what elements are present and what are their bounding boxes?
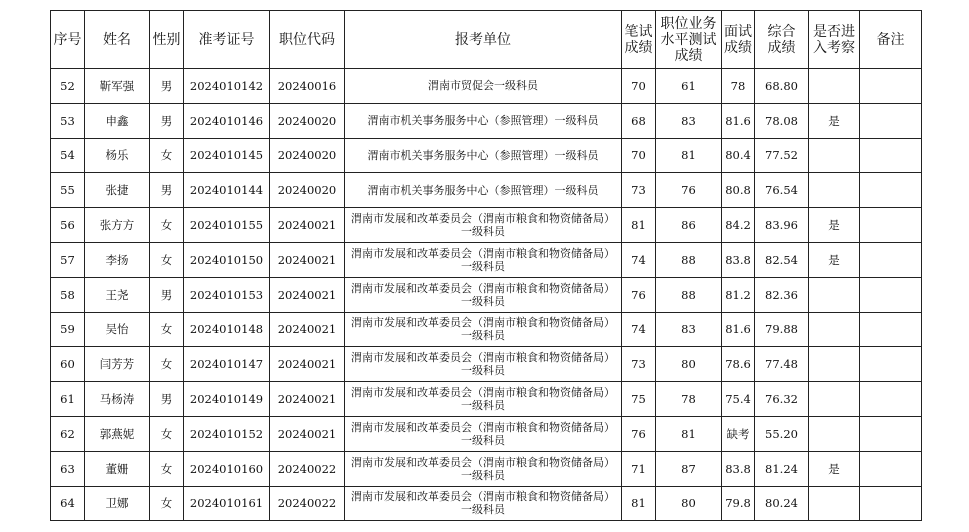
col-skill-test-header-label: 职位业务 水平测试 成绩: [660, 15, 717, 64]
col-seq-cell: 59: [51, 312, 85, 347]
col-interview-cell: 80.4: [722, 138, 755, 173]
table-row: [51, 173, 922, 208]
header-row: [51, 11, 922, 69]
col-position-code-cell: 20240021: [270, 382, 345, 417]
col-name-cell: 张捷: [85, 173, 150, 208]
col-gender-cell: 女: [150, 486, 184, 521]
col-skill-test-cell: 87: [656, 451, 722, 486]
col-inspect-cell: [809, 486, 860, 521]
col-remark-cell: [860, 277, 922, 312]
col-unit-cell: 渭南市发展和改革委员会（渭南市粮食和物资储备局） 一级科员: [345, 416, 622, 451]
col-ticket-cell: 2024010145: [184, 138, 270, 173]
col-inspect-header: [809, 11, 860, 69]
col-written-cell: 70: [622, 69, 656, 104]
col-ticket-cell: 2024010142: [184, 69, 270, 104]
col-inspect-cell: 是: [809, 208, 860, 243]
col-remark-cell: [860, 382, 922, 417]
col-name-cell: 董姗: [85, 451, 150, 486]
col-ticket-cell: 2024010144: [184, 173, 270, 208]
col-remark-cell: [860, 242, 922, 277]
col-unit-cell: 渭南市发展和改革委员会（渭南市粮食和物资储备局） 一级科员: [345, 451, 622, 486]
col-remark-cell: [860, 312, 922, 347]
col-position-code-cell: 20240021: [270, 347, 345, 382]
col-interview-cell: 84.2: [722, 208, 755, 243]
col-inspect-cell: 是: [809, 451, 860, 486]
col-seq-cell: 61: [51, 382, 85, 417]
col-gender-cell: 女: [150, 312, 184, 347]
col-total-header-label: 综合 成绩: [767, 23, 796, 56]
col-unit-cell: 渭南市贸促会一级科员: [345, 69, 622, 104]
col-total-cell: 77.48: [755, 347, 809, 382]
col-interview-header: [722, 11, 755, 69]
col-interview-header-label: 面试 成绩: [724, 23, 752, 56]
col-ticket-cell: 2024010150: [184, 242, 270, 277]
table-row: [51, 451, 922, 486]
col-inspect-cell: [809, 416, 860, 451]
col-position-code-cell: 20240021: [270, 312, 345, 347]
col-seq-cell: 54: [51, 138, 85, 173]
col-position-code-cell: 20240020: [270, 173, 345, 208]
col-inspect-cell: [809, 173, 860, 208]
col-position-code-cell: 20240022: [270, 486, 345, 521]
col-written-cell: 73: [622, 173, 656, 208]
col-interview-cell: 81.6: [722, 312, 755, 347]
col-interview-cell: 83.8: [722, 451, 755, 486]
col-skill-test-header: [656, 11, 722, 69]
col-ticket-cell: 2024010152: [184, 416, 270, 451]
table-row: [51, 208, 922, 243]
col-total-cell: 68.80: [755, 69, 809, 104]
col-skill-test-cell: 88: [656, 242, 722, 277]
col-gender-header: [150, 11, 184, 69]
col-unit-cell: 渭南市机关事务服务中心（参照管理）一级科员: [345, 103, 622, 138]
col-written-cell: 76: [622, 416, 656, 451]
col-remark-cell: [860, 103, 922, 138]
col-gender-cell: 女: [150, 138, 184, 173]
col-seq-cell: 60: [51, 347, 85, 382]
col-unit-cell: 渭南市发展和改革委员会（渭南市粮食和物资储备局） 一级科员: [345, 382, 622, 417]
col-interview-cell: 81.2: [722, 277, 755, 312]
col-name-cell: 马杨涛: [85, 382, 150, 417]
col-gender-cell: 男: [150, 382, 184, 417]
col-remark-cell: [860, 69, 922, 104]
table-row: [51, 347, 922, 382]
col-position-code-cell: 20240021: [270, 208, 345, 243]
col-skill-test-cell: 80: [656, 486, 722, 521]
col-total-cell: 82.54: [755, 242, 809, 277]
col-seq-cell: 55: [51, 173, 85, 208]
col-inspect-cell: [809, 277, 860, 312]
col-gender-cell: 女: [150, 451, 184, 486]
col-total-cell: 83.96: [755, 208, 809, 243]
col-unit-cell: 渭南市发展和改革委员会（渭南市粮食和物资储备局） 一级科员: [345, 277, 622, 312]
table-body: [51, 69, 922, 521]
col-skill-test-cell: 78: [656, 382, 722, 417]
col-interview-cell: 79.8: [722, 486, 755, 521]
col-written-cell: 81: [622, 486, 656, 521]
col-seq-cell: 63: [51, 451, 85, 486]
col-remark-cell: [860, 416, 922, 451]
col-ticket-cell: 2024010153: [184, 277, 270, 312]
col-written-header: [622, 11, 656, 69]
col-unit-cell: 渭南市机关事务服务中心（参照管理）一级科员: [345, 173, 622, 208]
col-remark-header: [860, 11, 922, 69]
col-name-cell: 李扬: [85, 242, 150, 277]
col-unit-cell: 渭南市发展和改革委员会（渭南市粮食和物资储备局） 一级科员: [345, 486, 622, 521]
col-position-code-cell: 20240020: [270, 138, 345, 173]
col-seq-cell: 57: [51, 242, 85, 277]
col-ticket-cell: 2024010160: [184, 451, 270, 486]
table-row: [51, 242, 922, 277]
col-remark-cell: [860, 486, 922, 521]
col-ticket-cell: 2024010148: [184, 312, 270, 347]
col-written-cell: 70: [622, 138, 656, 173]
col-gender-cell: 男: [150, 277, 184, 312]
col-gender-cell: 女: [150, 347, 184, 382]
col-total-cell: 81.24: [755, 451, 809, 486]
col-interview-cell: 81.6: [722, 103, 755, 138]
table-row: [51, 277, 922, 312]
col-gender-header-label: 性别: [152, 31, 181, 48]
table-row: [51, 103, 922, 138]
table-row: [51, 138, 922, 173]
col-written-cell: 81: [622, 208, 656, 243]
col-position-code-cell: 20240016: [270, 69, 345, 104]
col-skill-test-cell: 76: [656, 173, 722, 208]
col-ticket-header: [184, 11, 270, 69]
col-seq-cell: 64: [51, 486, 85, 521]
col-remark-cell: [860, 138, 922, 173]
col-name-cell: 申鑫: [85, 103, 150, 138]
col-interview-cell: 75.4: [722, 382, 755, 417]
col-total-cell: 77.52: [755, 138, 809, 173]
col-total-cell: 82.36: [755, 277, 809, 312]
col-seq-cell: 53: [51, 103, 85, 138]
col-name-cell: 靳军强: [85, 69, 150, 104]
col-remark-header-label: 备注: [876, 31, 905, 48]
col-remark-cell: [860, 208, 922, 243]
col-seq-cell: 62: [51, 416, 85, 451]
col-total-header: [755, 11, 809, 69]
col-position-code-cell: 20240021: [270, 277, 345, 312]
table-row: [51, 69, 922, 104]
col-remark-cell: [860, 451, 922, 486]
col-remark-cell: [860, 347, 922, 382]
col-unit-cell: 渭南市发展和改革委员会（渭南市粮食和物资储备局） 一级科员: [345, 242, 622, 277]
col-ticket-cell: 2024010147: [184, 347, 270, 382]
col-inspect-cell: [809, 138, 860, 173]
col-name-cell: 闫芳芳: [85, 347, 150, 382]
col-written-header-label: 笔试 成绩: [624, 23, 653, 56]
col-written-cell: 71: [622, 451, 656, 486]
col-position-code-header: [270, 11, 345, 69]
col-gender-cell: 男: [150, 103, 184, 138]
col-total-cell: 79.88: [755, 312, 809, 347]
col-written-cell: 75: [622, 382, 656, 417]
col-name-cell: 卫娜: [85, 486, 150, 521]
col-inspect-cell: 是: [809, 242, 860, 277]
score-table: [50, 10, 922, 521]
table-row: [51, 382, 922, 417]
col-position-code-cell: 20240021: [270, 416, 345, 451]
col-name-cell: 王尧: [85, 277, 150, 312]
col-seq-cell: 56: [51, 208, 85, 243]
col-skill-test-cell: 83: [656, 312, 722, 347]
col-ticket-cell: 2024010146: [184, 103, 270, 138]
col-gender-cell: 女: [150, 242, 184, 277]
col-ticket-cell: 2024010161: [184, 486, 270, 521]
col-seq-cell: 52: [51, 69, 85, 104]
col-name-cell: 杨乐: [85, 138, 150, 173]
col-name-cell: 吴怡: [85, 312, 150, 347]
col-seq-header-label: 序号: [53, 31, 82, 48]
col-name-header-label: 姓名: [103, 31, 131, 48]
col-inspect-cell: 是: [809, 103, 860, 138]
col-gender-cell: 女: [150, 416, 184, 451]
col-skill-test-cell: 88: [656, 277, 722, 312]
col-gender-cell: 男: [150, 69, 184, 104]
col-inspect-cell: [809, 382, 860, 417]
col-seq-cell: 58: [51, 277, 85, 312]
col-ticket-header-label: 准考证号: [198, 31, 255, 48]
col-interview-cell: 80.8: [722, 173, 755, 208]
table-row: [51, 312, 922, 347]
col-total-cell: 76.54: [755, 173, 809, 208]
col-inspect-cell: [809, 69, 860, 104]
col-interview-cell: 83.8: [722, 242, 755, 277]
col-position-code-header-label: 职位代码: [279, 31, 335, 48]
col-name-cell: 郭燕妮: [85, 416, 150, 451]
col-written-cell: 76: [622, 277, 656, 312]
col-ticket-cell: 2024010155: [184, 208, 270, 243]
col-written-cell: 74: [622, 242, 656, 277]
col-unit-cell: 渭南市发展和改革委员会（渭南市粮食和物资储备局） 一级科员: [345, 208, 622, 243]
col-total-cell: 80.24: [755, 486, 809, 521]
col-name-cell: 张方方: [85, 208, 150, 243]
col-skill-test-cell: 80: [656, 347, 722, 382]
col-gender-cell: 女: [150, 208, 184, 243]
col-skill-test-cell: 81: [656, 138, 722, 173]
col-position-code-cell: 20240021: [270, 242, 345, 277]
col-unit-header-label: 报考单位: [455, 31, 511, 48]
col-name-header: [85, 11, 150, 69]
col-total-cell: 76.32: [755, 382, 809, 417]
col-skill-test-cell: 83: [656, 103, 722, 138]
col-inspect-cell: [809, 312, 860, 347]
col-seq-header: [51, 11, 85, 69]
col-inspect-header-label: 是否进 入考察: [813, 23, 855, 56]
col-gender-cell: 男: [150, 173, 184, 208]
col-total-cell: 55.20: [755, 416, 809, 451]
col-unit-cell: 渭南市发展和改革委员会（渭南市粮食和物资储备局） 一级科员: [345, 347, 622, 382]
col-unit-cell: 渭南市发展和改革委员会（渭南市粮食和物资储备局） 一级科员: [345, 312, 622, 347]
col-position-code-cell: 20240020: [270, 103, 345, 138]
col-interview-cell: 78.6: [722, 347, 755, 382]
col-written-cell: 68: [622, 103, 656, 138]
col-written-cell: 74: [622, 312, 656, 347]
col-position-code-cell: 20240022: [270, 451, 345, 486]
col-skill-test-cell: 61: [656, 69, 722, 104]
table-row: [51, 416, 922, 451]
col-interview-cell: 缺考: [722, 416, 755, 451]
col-total-cell: 78.08: [755, 103, 809, 138]
col-ticket-cell: 2024010149: [184, 382, 270, 417]
col-skill-test-cell: 86: [656, 208, 722, 243]
col-written-cell: 73: [622, 347, 656, 382]
col-skill-test-cell: 81: [656, 416, 722, 451]
col-unit-cell: 渭南市机关事务服务中心（参照管理）一级科员: [345, 138, 622, 173]
col-remark-cell: [860, 173, 922, 208]
col-unit-header: [345, 11, 622, 69]
table-row: [51, 486, 922, 521]
col-inspect-cell: [809, 347, 860, 382]
col-interview-cell: 78: [722, 69, 755, 104]
